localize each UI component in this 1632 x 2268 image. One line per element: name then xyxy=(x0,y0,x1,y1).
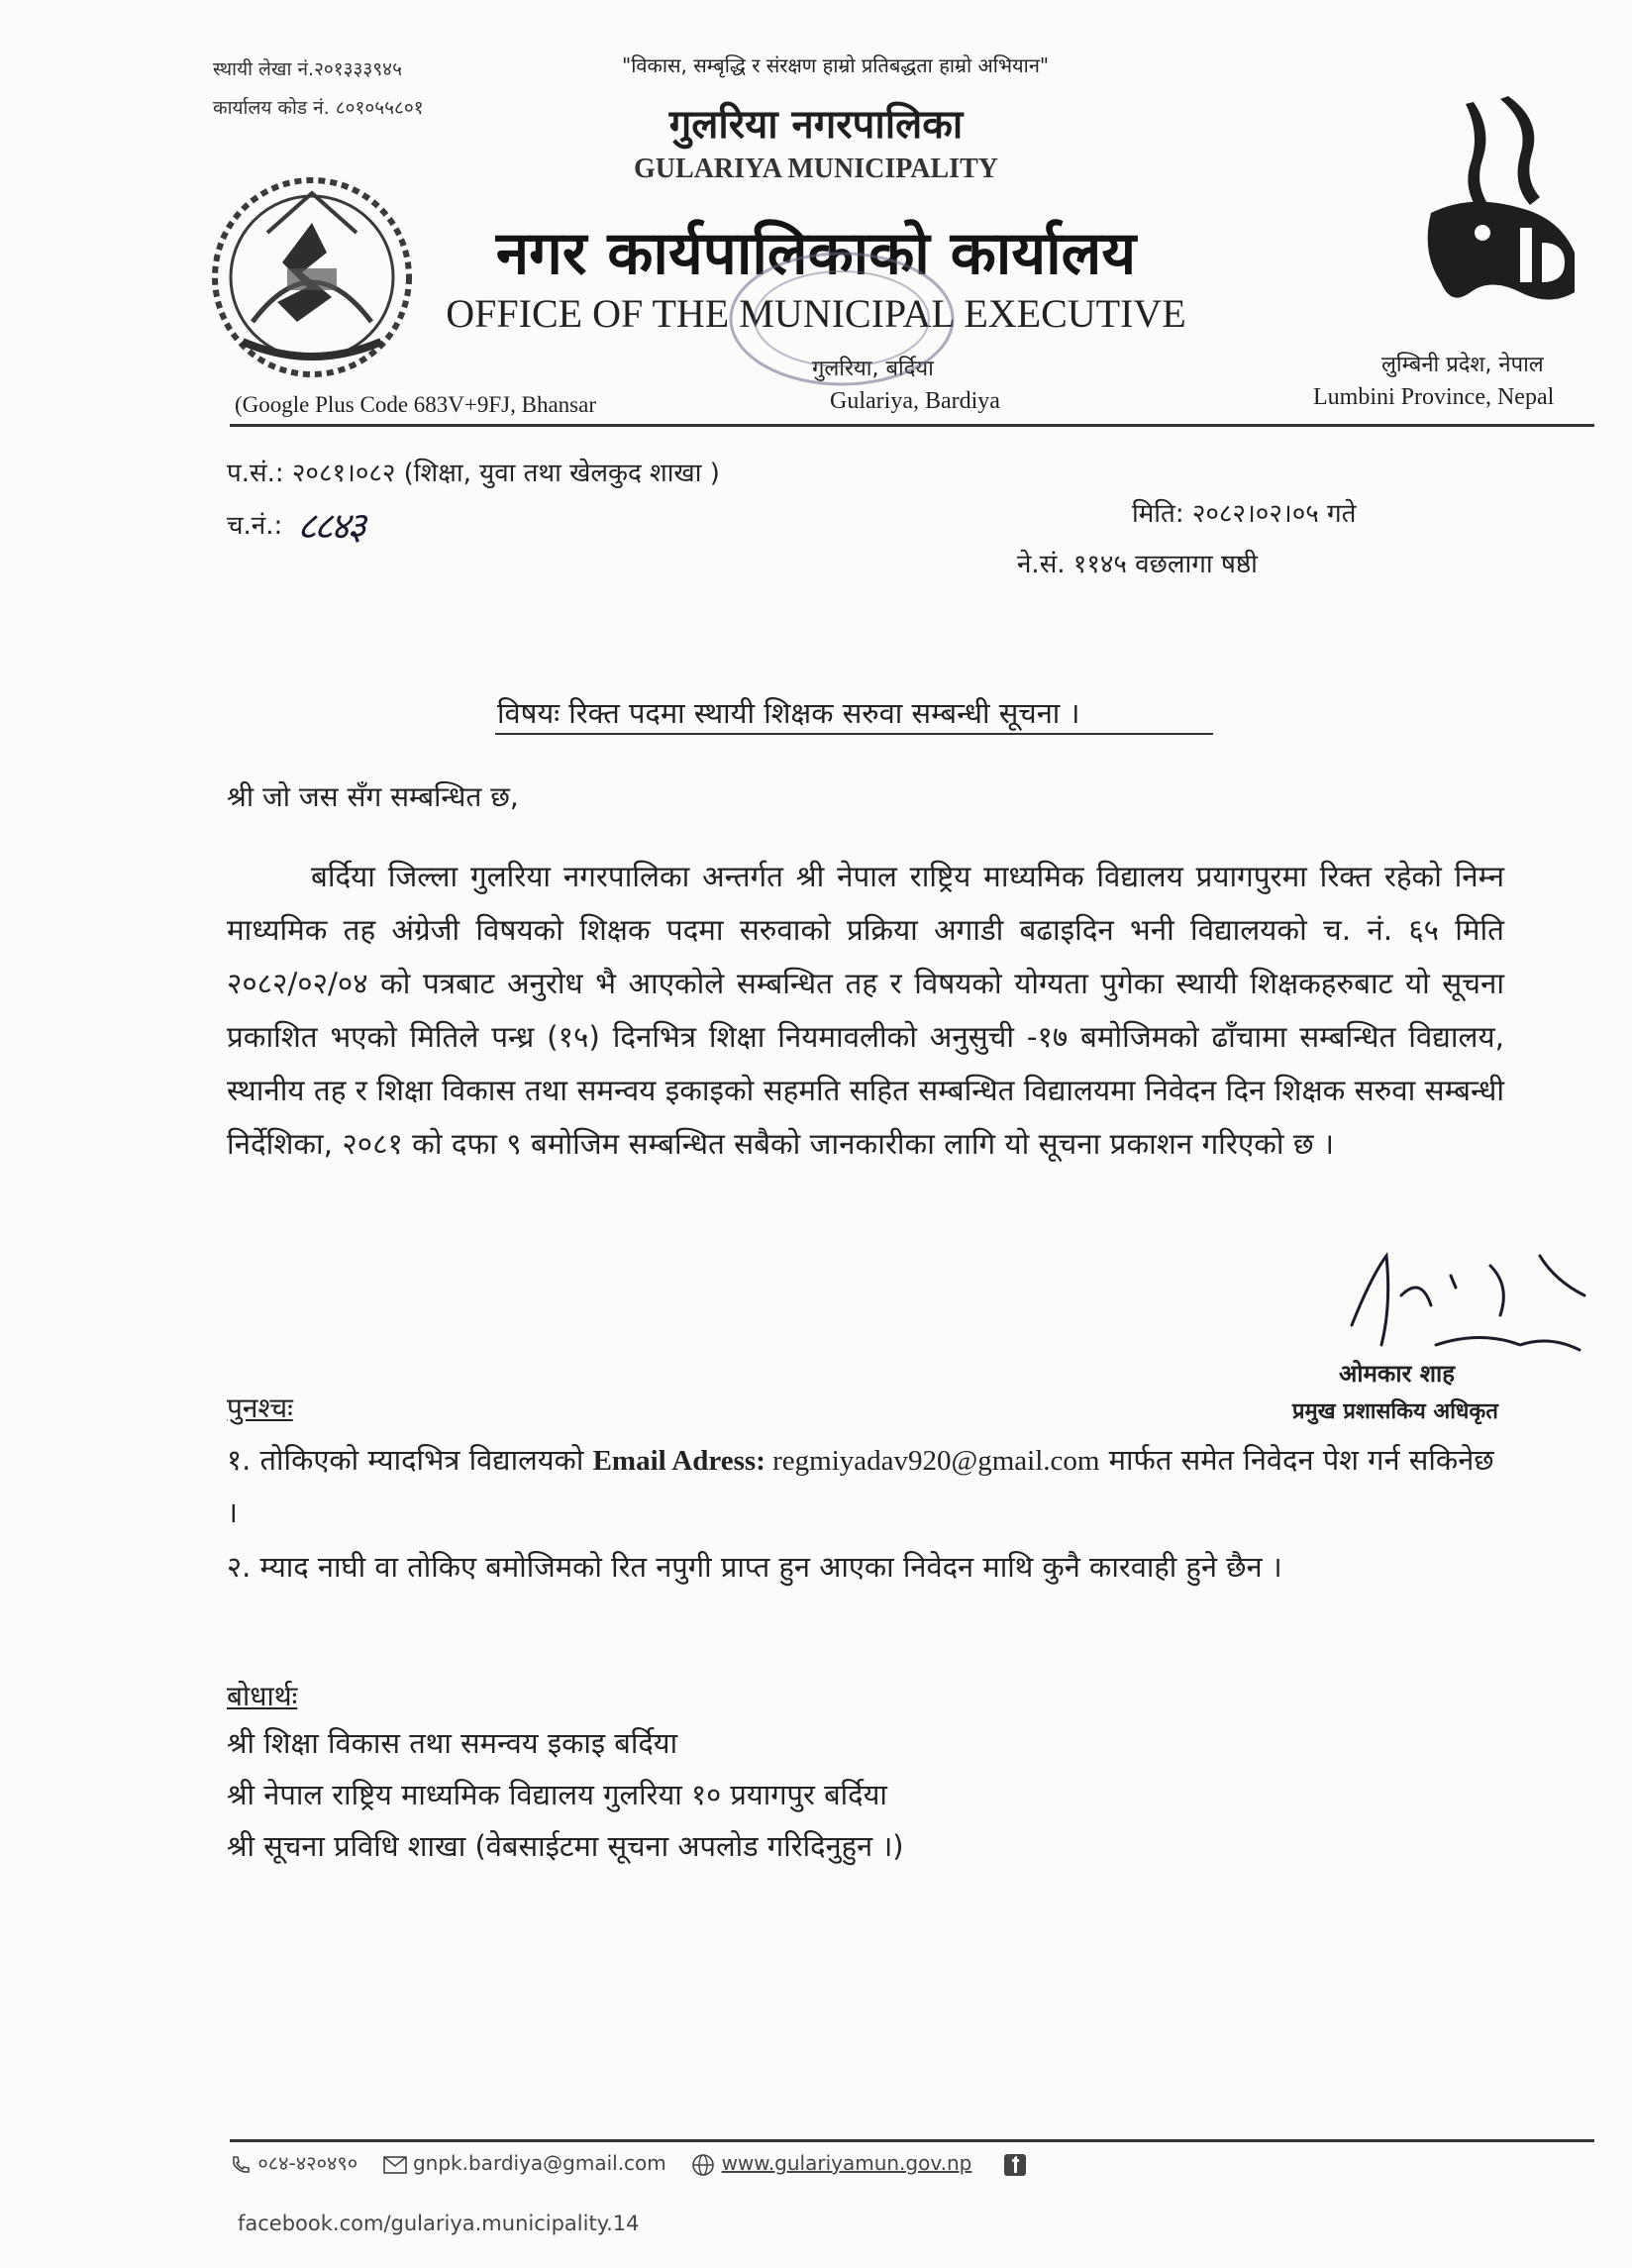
dispatch-number-label: च.नं.: xyxy=(227,511,283,541)
office-name-english: OFFICE OF THE MUNICIPAL EXECUTIVE xyxy=(446,291,1186,336)
signer-title: प्रमुख प्रशासकिय अधिकृत xyxy=(1292,1399,1498,1424)
nepal-sambat-date: ने.सं. ११४५ वछलागा षष्ठी xyxy=(1017,550,1258,579)
subject-line: विषयः रिक्त पदमा स्थायी शिक्षक सरुवा सम्बन्धी सूचना । xyxy=(497,696,1080,730)
cc-heading: बोधार्थः xyxy=(227,1680,298,1712)
cc-list xyxy=(227,1717,904,1872)
postscript-item-1-suffix: मार्फत समेत निवेदन पेश गर्न सकिनेछ । xyxy=(227,1443,1494,1529)
cc-item: श्री शिक्षा विकास तथा समन्वय इकाइ बर्दिया xyxy=(227,1726,678,1760)
dispatch-number-handwritten: ८८४३ xyxy=(297,504,364,548)
postscript-item-2: २. म्याद नाघी वा तोकिए बमोजिमको रित नपुगी प्राप्त हुन आएका निवेदन माथि कुनै कारवाही हुने छैन । xyxy=(227,1550,1282,1584)
signature xyxy=(1342,1236,1604,1375)
address-nepali: गुलरिया, बर्दिया xyxy=(812,357,934,381)
motto: "विकास, सम्बृद्धि र संरक्षण हाम्रो प्रतिबद्धता हाम्रो अभियान" xyxy=(622,53,1050,77)
facebook-icon xyxy=(1003,2153,1027,2177)
official-stamp xyxy=(723,248,961,391)
globe-icon xyxy=(691,2153,715,2177)
permanent-account-number: स्थायी लेखा नं.२०१३३३९४५ xyxy=(213,58,402,80)
google-plus-code: (Google Plus Code 683V+9FJ, Bhansar xyxy=(235,392,596,417)
office-name-nepali: नगर कार्यपालिकाको कार्यालय xyxy=(495,219,1137,288)
salutation: श्री जो जस सँग सम्बन्धित छ, xyxy=(227,780,519,813)
email-address-label: Email Adress: xyxy=(592,1445,765,1477)
body-paragraph: बर्दिया जिल्ला गुलरिया नगरपालिका अन्तर्गत श्री नेपाल राष्ट्रिय माध्यमिक विद्यालय प्रयागपुरमा रिक्त रहेको निम्न माध्यमिक तह अंग्रेजी विषयको शिक्षक पदमा सरुवाको प्रक्रिया अगाडी बढाइदिन भनी विद्यालयको च. नं. ६५ मिति २०८२/०२/०४ को पत्रबाट अनुरोध भै आएकोले सम्बन्धित तह र विषयको योग्यता पुगेका स्थायी शिक्षकहरुबाट यो सूचना प्रकाशित भएको मितिले पन्ध्र (१५) दिनभित्र शिक्षा नियमावलीको अनुसुची -१७ बमोजिमको ढाँचामा सम्बन्धित विद्यालय, स्थानीय तह र शिक्षा विकास तथा समन्वय इकाइको सहमति सहित सम्बन्धित विद्यालयमा निवेदन दिन शिक्षक सरुवा सम्बन्धी निर्देशिका, २०८१ को दफा ९ बमोजिम सम्बन्धित सबैको जानकारीका लागि यो सूचना प्रकाशन गरिएको छ । xyxy=(227,860,1504,1161)
footer-contacts xyxy=(230,2149,1027,2177)
subject-underline xyxy=(495,733,1213,735)
reference-number: प.सं.: २०८१।०८२ (शिक्षा, युवा तथा खेलकुद शाखा ) xyxy=(227,459,720,488)
school-email: regmiyadav920@gmail.com xyxy=(765,1445,1100,1477)
website-link[interactable]: www.gulariyamun.gov.np xyxy=(721,2151,972,2175)
municipality-name-nepali: गुलरिया नगरपालिका xyxy=(668,102,964,148)
phone-icon xyxy=(230,2154,252,2176)
province-english: Lumbini Province, Nepal xyxy=(1313,384,1555,410)
nepal-government-emblem-icon xyxy=(208,173,416,381)
facebook-link[interactable]: facebook.com/gulariya.municipality.14 xyxy=(238,2212,640,2235)
envelope-icon xyxy=(383,2156,407,2174)
signer-name: ओमकार शाह xyxy=(1339,1360,1456,1388)
blackbuck-antelope-logo-icon xyxy=(1372,94,1609,332)
letterhead-divider xyxy=(230,424,1594,427)
province-nepali: लुम्बिनी प्रदेश, नेपाल xyxy=(1381,353,1544,377)
municipality-name-english: GULARIYA MUNICIPALITY xyxy=(634,154,998,184)
phone-number: ०८४-४२०४९० xyxy=(257,2151,358,2175)
postscript-heading: पुनश्चः xyxy=(227,1392,293,1424)
footer-divider xyxy=(230,2139,1594,2142)
footer-email[interactable]: gnpk.bardiya@gmail.com xyxy=(412,2151,666,2175)
cc-item: श्री नेपाल राष्ट्रिय माध्यमिक विद्यालय गुलरिया १० प्रयागपुर बर्दिया xyxy=(227,1778,887,1811)
postscript-item-1 xyxy=(227,1434,1504,1538)
office-code: कार्यालय कोड नं. ८०१०५५८०१ xyxy=(213,97,424,119)
cc-item: श्री सूचना प्रविधि शाखा (वेबसाईटमा सूचना अपलोड गरिदिनुहुन ।) xyxy=(227,1829,904,1863)
date: मिति: २०८२।०२।०५ गते xyxy=(1132,499,1357,529)
address-english: Gulariya, Bardiya xyxy=(830,388,1000,414)
postscript-item-1-text: १. तोकिएको म्यादभित्र विद्यालयको xyxy=(227,1443,593,1477)
